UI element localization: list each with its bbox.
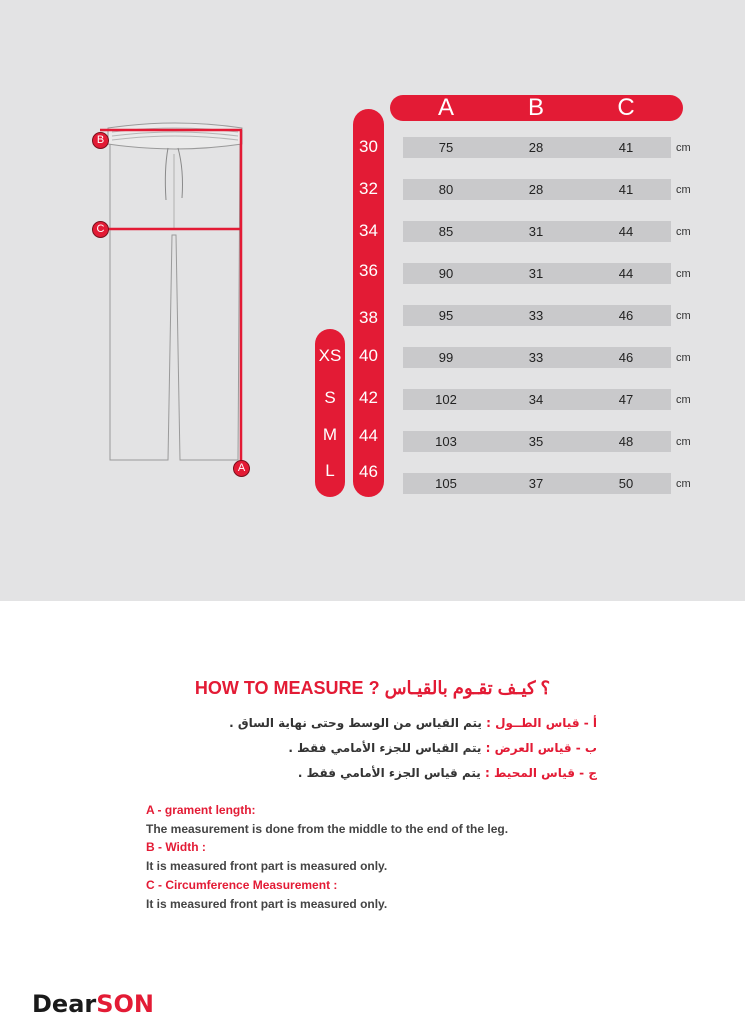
cell-c: 44 [618,266,634,281]
cell-b: 33 [528,350,544,365]
cell-b: 37 [528,476,544,491]
column-header-b: B [527,94,544,121]
unit-label: cm [676,226,691,238]
size-letter: S [324,388,336,407]
size-number: 44 [359,426,378,445]
cell-a: 90 [438,266,454,281]
unit-label: cm [676,184,691,196]
numeric-size-pill [353,109,384,497]
size-number: 30 [359,137,378,156]
cell-a: 103 [435,434,457,449]
unit-label: cm [676,142,691,154]
table-row [403,389,671,410]
arabic-instruction-text: يتم القياس من الوسط وحتى نهاية الساق . [229,716,482,730]
size-number: 34 [359,221,378,240]
table-row [403,221,671,242]
table-row [403,137,671,158]
table-row [403,179,671,200]
letter-size-pill [315,329,345,497]
size-number: 42 [359,388,378,407]
english-heading-a: A - grament length: [146,803,256,817]
cell-a: 105 [435,476,457,491]
logo-text-son: SON [96,990,155,1018]
cell-a: 85 [438,224,454,239]
size-letter: XS [318,346,342,365]
table-row [403,431,671,452]
unit-label: cm [676,352,691,364]
size-letter: M [322,425,338,444]
cell-a: 80 [438,182,454,197]
cell-b: 33 [528,308,544,323]
english-heading-b: B - Width : [146,840,206,854]
unit-label: cm [676,394,691,406]
column-header-a: A [437,94,454,121]
marker-c: C [92,221,109,238]
column-header-c: C [617,94,635,121]
cell-b: 31 [528,224,544,239]
arabic-instruction [229,716,597,730]
unit-label: cm [676,478,691,490]
english-body-b: It is measured front part is measured only. [146,859,388,873]
size-number: 36 [359,261,378,280]
unit-label: cm [676,310,691,322]
unit-label: cm [676,268,691,280]
dearson-logo [32,990,154,1018]
unit-label: cm [676,436,691,448]
cell-c: 47 [618,392,634,407]
how-to-measure-title: HOW TO MEASURE ? ؟ كيـف تقـوم بالقيـاس [194,678,551,698]
table-row [403,347,671,368]
cell-b: 35 [528,434,544,449]
arabic-instruction-key: ب - قياس العرض : [485,741,597,755]
column-header-bar [390,95,683,121]
cell-c: 41 [618,182,634,197]
size-number: 38 [359,308,378,327]
size-number: 32 [359,179,378,198]
cell-a: 99 [438,350,454,365]
english-heading-c: C - Circumference Measurement : [146,878,338,892]
logo-text-dear: Dear [32,990,97,1018]
cell-c: 50 [618,476,634,491]
size-letter: L [325,461,335,480]
arabic-instruction [288,741,597,755]
arabic-instruction-key: أ - قياس الطــول : [486,716,597,730]
cell-b: 31 [528,266,544,281]
table-row [403,305,671,326]
cell-c: 41 [618,140,634,155]
arabic-instruction-key: ج - قياس المحيط : [484,766,597,780]
cell-a: 95 [438,308,454,323]
arabic-instruction-text: يتم قياس الجزء الأمامي فقط . [297,766,481,780]
arabic-instruction-text: يتم القياس للجزء الأمامي فقط . [288,741,482,755]
size-number: 40 [359,346,378,365]
cell-a: 75 [438,140,454,155]
cell-b: 28 [528,182,544,197]
size-number: 46 [359,462,378,481]
cell-c: 46 [618,350,634,365]
pants-diagram [80,110,270,490]
cell-a: 102 [435,392,457,407]
english-body-a: The measurement is done from the middle to the end of the leg. [146,822,509,836]
cell-b: 28 [528,140,544,155]
table-row [403,473,671,494]
marker-a: A [233,460,250,477]
english-body-c: It is measured front part is measured only. [146,897,388,911]
table-row [403,263,671,284]
cell-b: 34 [528,392,544,407]
marker-b: B [92,132,109,149]
cell-c: 44 [618,224,634,239]
arabic-instruction [298,766,597,780]
cell-c: 46 [618,308,634,323]
cell-c: 48 [618,434,634,449]
